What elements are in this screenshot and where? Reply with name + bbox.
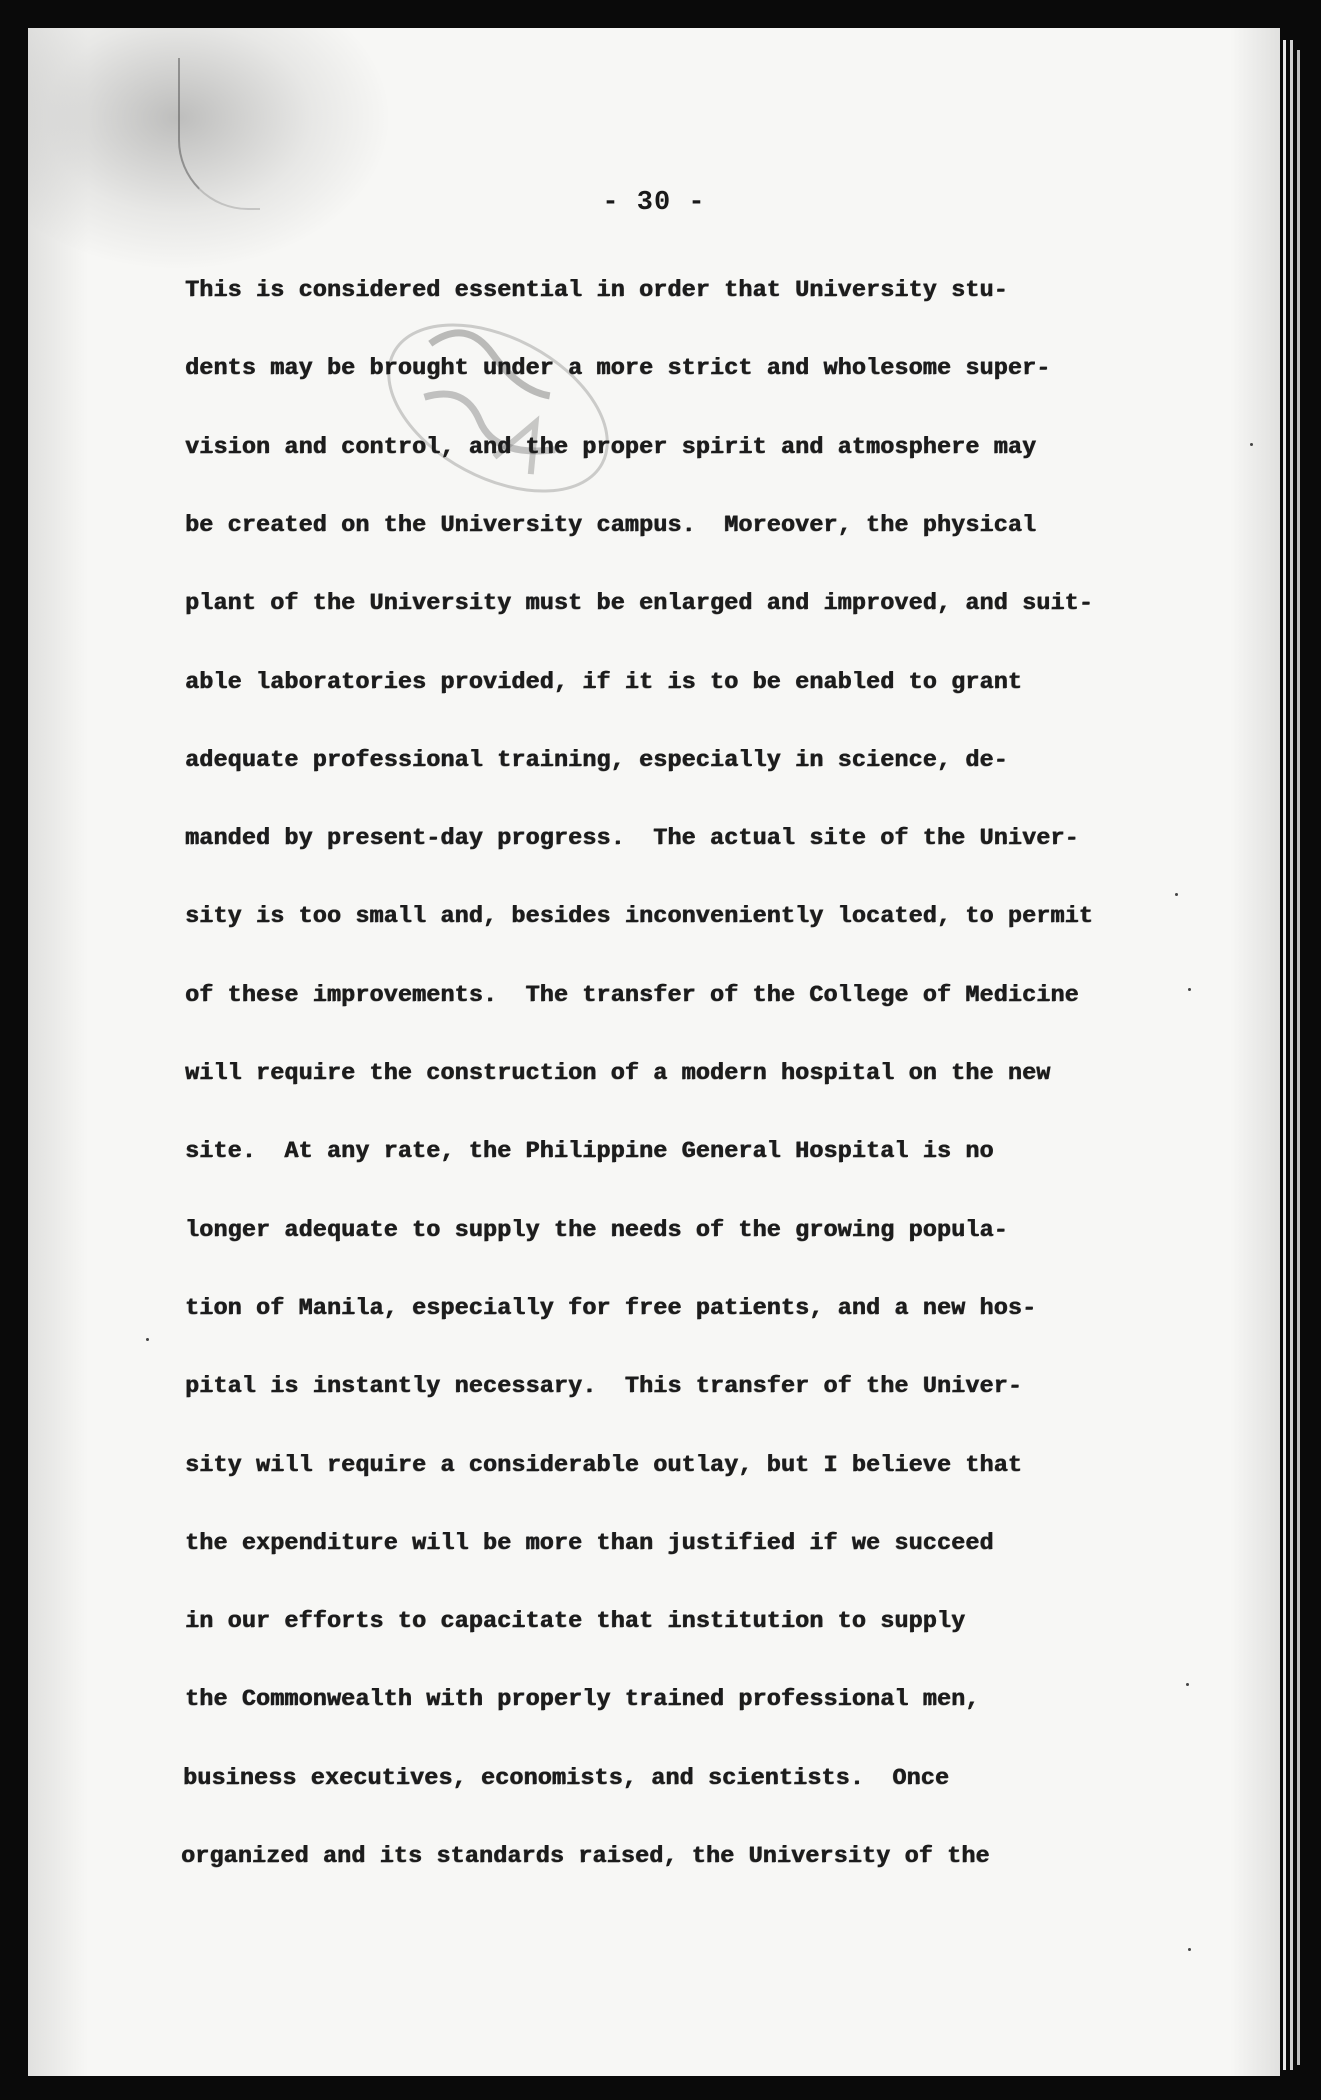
text-line: tion of Manila, especially for free patients, and a new hos- (185, 1295, 1037, 1322)
page-number: - 30 - (602, 188, 706, 218)
text-line: in our efforts to capacitate that institution to supply (185, 1609, 966, 1636)
text-line: be created on the University campus. Moreover, the physical (185, 512, 1037, 539)
text-line: dents may be brought under a more strict and wholesome super- (185, 356, 1051, 383)
scan-speck (1250, 443, 1253, 446)
text-line: longer adequate to supply the needs of the growing popula- (185, 1217, 1008, 1244)
text-line: the expenditure will be more than justified if we succeed (185, 1530, 994, 1557)
text-line: able laboratories provided, if it is to be enabled to grant (185, 669, 1023, 696)
faded-date-stamp (343, 272, 652, 544)
text-line: adequate professional training, especially in science, de- (185, 747, 1008, 774)
text-line: plant of the University must be enlarged and improved, and suit- (185, 591, 1093, 618)
scan-speck (1175, 893, 1178, 896)
text-line: of these improvements. The transfer of the College of Medicine (185, 982, 1079, 1009)
page-edge (1283, 40, 1286, 2070)
text-line: This is considered essential in order that University stu- (185, 278, 1008, 304)
page-edge (1290, 40, 1293, 2070)
scan-speck (1186, 1683, 1189, 1686)
scan-speck (1188, 1948, 1191, 1951)
text-line: the Commonwealth with properly trained professional men, (185, 1687, 980, 1714)
text-line: pital is instantly necessary. This transfer of the Univer- (185, 1374, 1023, 1401)
text-line: sity will require a considerable outlay, but I believe that (185, 1452, 1023, 1479)
page-edge (1297, 50, 1300, 2065)
text-line: business executives, economists, and scientists. Once (183, 1765, 950, 1792)
text-line: manded by present-day progress. The actual site of the Univer- (185, 826, 1079, 853)
scan-speck (1188, 988, 1191, 991)
text-line: vision and control, and the proper spirit and atmosphere may (185, 434, 1037, 461)
text-line: site. At any rate, the Philippine General Hospital is no (185, 1139, 994, 1166)
scan-shadow (28, 28, 88, 2076)
typewritten-page (28, 28, 1280, 2076)
scan-speck (146, 1338, 149, 1341)
text-line: will require the construction of a modern hospital on the new (185, 1061, 1051, 1087)
text-line: organized and its standards raised, the University of the (181, 1844, 990, 1870)
text-line: sity is too small and, besides inconveniently located, to permit (185, 904, 1093, 931)
scan-shadow (1230, 28, 1280, 2076)
